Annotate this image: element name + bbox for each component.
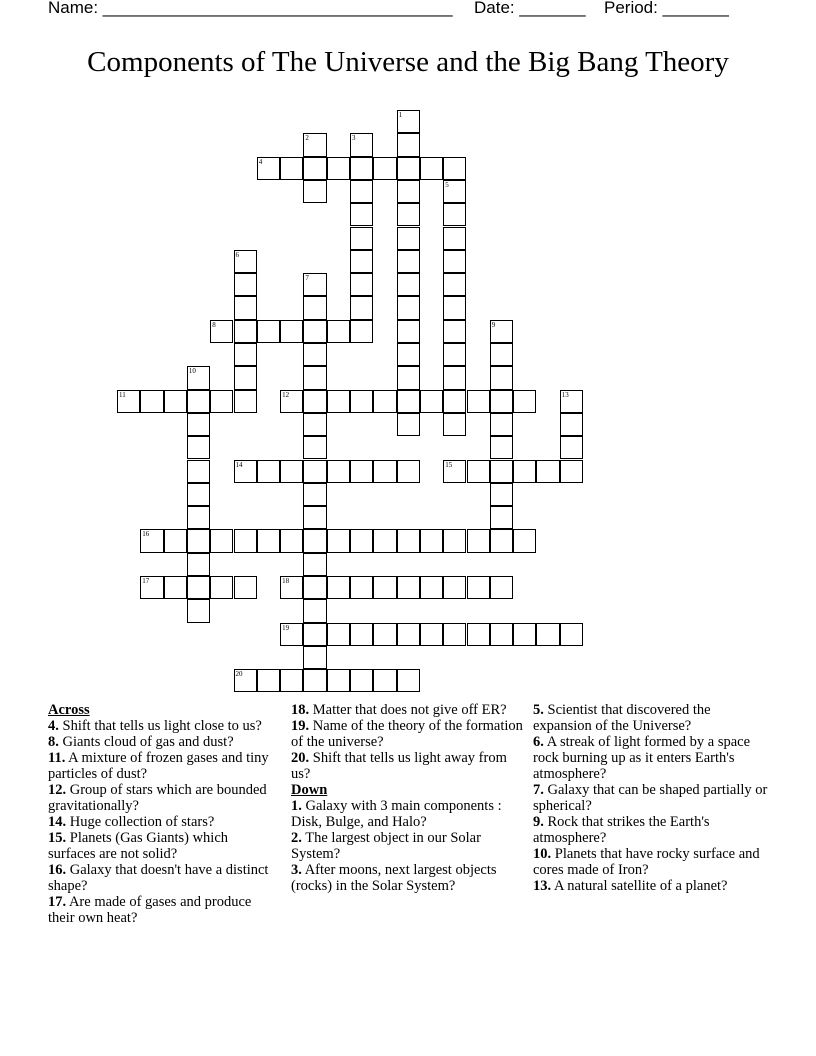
grid-cell[interactable]	[467, 390, 490, 413]
grid-cell[interactable]	[303, 483, 326, 506]
grid-cell[interactable]	[420, 157, 443, 180]
grid-cell[interactable]	[397, 203, 420, 226]
grid-cell[interactable]	[257, 320, 280, 343]
grid-cell[interactable]	[303, 623, 326, 646]
grid-cell[interactable]	[187, 553, 210, 576]
grid-cell[interactable]	[397, 273, 420, 296]
grid-cell[interactable]	[210, 576, 233, 599]
grid-cell[interactable]	[350, 623, 373, 646]
grid-cell[interactable]	[490, 436, 513, 459]
grid-cell[interactable]	[350, 669, 373, 692]
grid-cell[interactable]	[303, 460, 326, 483]
grid-cell[interactable]	[443, 296, 466, 319]
grid-cell[interactable]	[303, 320, 326, 343]
grid-cell[interactable]	[257, 529, 280, 552]
grid-cell[interactable]	[560, 390, 583, 413]
grid-cell[interactable]	[350, 157, 373, 180]
grid-cell[interactable]	[490, 529, 513, 552]
grid-cell[interactable]	[303, 296, 326, 319]
clue-number: 3	[352, 134, 356, 143]
clue-number: 7	[305, 274, 309, 283]
clue-number: 10	[188, 367, 196, 376]
grid-cell[interactable]	[397, 296, 420, 319]
grid-cell[interactable]	[327, 529, 350, 552]
grid-cell[interactable]	[373, 669, 396, 692]
grid-cell[interactable]	[140, 576, 163, 599]
grid-cell[interactable]	[490, 483, 513, 506]
grid-cell[interactable]	[443, 576, 466, 599]
grid-cell[interactable]	[490, 506, 513, 529]
grid-cell[interactable]	[513, 460, 536, 483]
grid-cell[interactable]	[303, 413, 326, 436]
grid-cell[interactable]	[443, 413, 466, 436]
grid-cell[interactable]	[420, 390, 443, 413]
grid-cell[interactable]	[397, 623, 420, 646]
clue-number: 5	[445, 180, 449, 189]
grid-cell[interactable]	[234, 343, 257, 366]
grid-cell[interactable]	[397, 390, 420, 413]
clue-across-14: 14. Huge collection of stars?	[48, 814, 215, 830]
grid-cell[interactable]	[467, 576, 490, 599]
clue-number: 1	[398, 111, 403, 119]
grid-cell[interactable]	[443, 529, 466, 552]
grid-cell[interactable]	[443, 460, 466, 483]
clue-across-17: 17. Are made of gases and produce their own heat?	[48, 894, 252, 926]
clue-down-3: 3. After moons, next largest objects (rocks) in the Solar System?	[291, 862, 497, 894]
grid-cell[interactable]	[303, 646, 326, 669]
grid-cell[interactable]	[443, 180, 466, 203]
clue-number: 20	[235, 670, 243, 679]
grid-cell[interactable]	[397, 250, 420, 273]
grid-cell[interactable]	[303, 366, 326, 389]
grid-cell[interactable]	[164, 390, 187, 413]
clue-number: 12	[282, 390, 290, 399]
grid-cell[interactable]	[303, 133, 326, 156]
grid-cell[interactable]	[490, 413, 513, 436]
clue-across-15: 15. Planets (Gas Giants) which surfaces are not solid?	[48, 830, 229, 862]
worksheet-header	[48, 0, 748, 20]
grid-cell[interactable]	[350, 320, 373, 343]
grid-cell[interactable]	[397, 366, 420, 389]
grid-cell[interactable]	[327, 390, 350, 413]
grid-cell[interactable]	[397, 133, 420, 156]
grid-cell[interactable]	[303, 273, 326, 296]
grid-cell[interactable]	[373, 529, 396, 552]
grid-cell[interactable]	[420, 529, 443, 552]
grid-cell[interactable]	[280, 390, 303, 413]
grid-cell[interactable]	[490, 390, 513, 413]
grid-cell[interactable]	[536, 623, 559, 646]
grid-cell[interactable]	[397, 227, 420, 250]
grid-cell[interactable]	[560, 413, 583, 436]
clue-across-16: 16. Galaxy that doesn't have a distinct shape?	[48, 862, 269, 894]
clue-down-2: 2. The largest object in our Solar System?	[291, 830, 481, 862]
grid-cell[interactable]	[443, 273, 466, 296]
clue-column-1	[48, 702, 270, 926]
clue-down-9: 9. Rock that strikes the Earth's atmosphere?	[533, 814, 710, 846]
grid-cell[interactable]	[373, 157, 396, 180]
grid-cell[interactable]	[443, 366, 466, 389]
clue-number: 4	[258, 157, 263, 166]
grid-cell[interactable]	[210, 529, 233, 552]
clue-down-7: 7. Galaxy that can be shaped partially or spherical?	[533, 782, 768, 814]
clue-down-13: 13. A natural satellite of a planet?	[533, 878, 728, 894]
grid-cell[interactable]	[234, 296, 257, 319]
grid-cell[interactable]	[187, 529, 210, 552]
grid-cell[interactable]	[350, 273, 373, 296]
grid-cell[interactable]	[234, 460, 257, 483]
grid-cell[interactable]	[443, 157, 466, 180]
grid-cell[interactable]	[303, 599, 326, 622]
period-field[interactable]: Period: _______	[604, 0, 729, 17]
grid-cell[interactable]	[234, 529, 257, 552]
grid-cell[interactable]	[234, 320, 257, 343]
grid-cell[interactable]	[234, 576, 257, 599]
grid-cell[interactable]	[303, 343, 326, 366]
grid-cell[interactable]	[490, 320, 513, 343]
grid-cell[interactable]	[210, 390, 233, 413]
grid-cell[interactable]	[560, 460, 583, 483]
clue-number: 2	[305, 134, 309, 143]
grid-cell[interactable]	[327, 669, 350, 692]
clue-number: 9	[491, 320, 496, 329]
grid-cell[interactable]	[397, 320, 420, 343]
clue-down-6: 6. A streak of light formed by a space rock burning up as it enters Earth's atmosphere?	[533, 734, 751, 782]
grid-cell[interactable]	[443, 203, 466, 226]
grid-cell[interactable]	[350, 296, 373, 319]
grid-cell[interactable]	[490, 366, 513, 389]
grid-cell[interactable]	[350, 390, 373, 413]
grid-cell[interactable]	[397, 110, 420, 133]
grid-cell[interactable]	[187, 390, 210, 413]
grid-cell[interactable]	[397, 413, 420, 436]
grid-cell[interactable]	[350, 203, 373, 226]
grid-cell[interactable]	[234, 273, 257, 296]
grid-cell[interactable]	[303, 390, 326, 413]
grid-cell[interactable]	[560, 623, 583, 646]
grid-cell[interactable]	[303, 553, 326, 576]
clue-number: 13	[561, 390, 569, 399]
grid-cell[interactable]	[397, 157, 420, 180]
grid-cell[interactable]	[234, 250, 257, 273]
grid-cell[interactable]	[303, 436, 326, 459]
grid-cell[interactable]	[513, 390, 536, 413]
grid-cell[interactable]	[397, 343, 420, 366]
grid-cell[interactable]	[187, 413, 210, 436]
grid-cell[interactable]	[467, 529, 490, 552]
grid-cell[interactable]	[560, 436, 583, 459]
grid-cell[interactable]	[327, 157, 350, 180]
grid-cell[interactable]	[234, 366, 257, 389]
grid-cell[interactable]	[373, 576, 396, 599]
clue-across-4: 4. Shift that tells us light close to us?	[48, 718, 262, 734]
clue-number: 14	[235, 460, 243, 469]
grid-cell[interactable]	[350, 227, 373, 250]
clue-down-1: 1. Galaxy with 3 main components : Disk, Bulge, and Halo?	[291, 798, 502, 830]
clue-across-18: 18. Matter that does not give off ER?	[291, 702, 507, 718]
grid-cell[interactable]	[536, 460, 559, 483]
grid-cell[interactable]	[187, 483, 210, 506]
grid-cell[interactable]	[280, 576, 303, 599]
grid-cell[interactable]	[513, 529, 536, 552]
grid-cell[interactable]	[117, 390, 140, 413]
grid-cell[interactable]	[257, 157, 280, 180]
grid-cell[interactable]	[327, 576, 350, 599]
grid-cell[interactable]	[467, 460, 490, 483]
clue-number: 6	[235, 250, 239, 259]
grid-cell[interactable]	[350, 250, 373, 273]
clue-column-2	[291, 702, 523, 894]
grid-cell[interactable]	[443, 390, 466, 413]
grid-cell[interactable]	[187, 460, 210, 483]
grid-cell[interactable]	[303, 157, 326, 180]
clue-number: 19	[282, 623, 290, 632]
grid-cell[interactable]	[210, 320, 233, 343]
clue-across-19: 19. Name of the theory of the formation of the universe?	[291, 718, 523, 750]
clue-across-8: 8. Giants cloud of gas and dust?	[48, 734, 234, 750]
down-heading: Down	[291, 782, 328, 798]
grid-cell[interactable]	[490, 576, 513, 599]
grid-cell[interactable]	[350, 576, 373, 599]
grid-cell[interactable]	[303, 180, 326, 203]
grid-cell[interactable]	[164, 529, 187, 552]
grid-cell[interactable]	[327, 623, 350, 646]
clue-down-5: 5. Scientist that discovered the expansion of the Universe?	[533, 702, 711, 734]
grid-cell[interactable]	[257, 460, 280, 483]
grid-cell[interactable]	[397, 529, 420, 552]
grid-cell[interactable]	[373, 460, 396, 483]
grid-cell[interactable]	[397, 180, 420, 203]
clue-down-10: 10. Planets that have rocky surface and cores made of Iron?	[533, 846, 760, 878]
grid-cell[interactable]	[187, 599, 210, 622]
grid-cell[interactable]	[397, 669, 420, 692]
grid-cell[interactable]	[187, 366, 210, 389]
grid-cell[interactable]	[327, 320, 350, 343]
grid-cell[interactable]	[280, 157, 303, 180]
grid-cell[interactable]	[443, 343, 466, 366]
grid-cell[interactable]	[350, 460, 373, 483]
grid-cell[interactable]	[490, 343, 513, 366]
grid-cell[interactable]	[443, 623, 466, 646]
grid-cell[interactable]	[234, 669, 257, 692]
grid-cell[interactable]	[373, 623, 396, 646]
grid-cell[interactable]	[187, 506, 210, 529]
grid-cell[interactable]	[140, 390, 163, 413]
grid-cell[interactable]	[373, 390, 396, 413]
clue-column-3	[533, 702, 768, 894]
clue-across-20: 20. Shift that tells us light away from us?	[291, 750, 507, 782]
across-heading: Across	[48, 702, 90, 718]
grid-cell[interactable]	[280, 669, 303, 692]
grid-cell[interactable]	[397, 460, 420, 483]
grid-cell[interactable]	[350, 180, 373, 203]
grid-cell[interactable]	[397, 576, 420, 599]
grid-cell[interactable]	[443, 320, 466, 343]
clue-number: 8	[212, 320, 216, 329]
date-field[interactable]: Date: _______	[474, 0, 586, 17]
clue-number: 11	[119, 390, 126, 399]
clue-number: 16	[142, 530, 150, 539]
grid-cell[interactable]	[234, 390, 257, 413]
grid-cell[interactable]	[350, 529, 373, 552]
grid-cell[interactable]	[420, 623, 443, 646]
grid-cell[interactable]	[280, 320, 303, 343]
grid-cell[interactable]	[187, 436, 210, 459]
grid-cell[interactable]	[303, 669, 326, 692]
page-title: Components of The Universe and the Big Bang Theory	[87, 46, 729, 78]
clue-number: 17	[142, 577, 150, 585]
grid-cell[interactable]	[280, 623, 303, 646]
grid-cell[interactable]	[303, 576, 326, 599]
grid-cell[interactable]	[280, 460, 303, 483]
grid-cell[interactable]	[467, 623, 490, 646]
clue-across-12: 12. Group of stars which are bounded gravitationally?	[48, 782, 267, 814]
grid-cell[interactable]	[443, 250, 466, 273]
grid-cell[interactable]	[327, 460, 350, 483]
clue-across-11: 11. A mixture of frozen gases and tiny particles of dust?	[48, 750, 269, 782]
grid-cell[interactable]	[280, 529, 303, 552]
grid-cell[interactable]	[420, 576, 443, 599]
name-field[interactable]: Name: _____________________________________	[48, 0, 453, 17]
grid-cell[interactable]	[303, 506, 326, 529]
grid-cell[interactable]	[513, 623, 536, 646]
grid-cell[interactable]	[443, 227, 466, 250]
grid-cell[interactable]	[303, 529, 326, 552]
grid-cell[interactable]	[164, 576, 187, 599]
grid-cell[interactable]	[187, 576, 210, 599]
grid-cell[interactable]	[490, 623, 513, 646]
clue-number: 18	[282, 577, 290, 585]
grid-cell[interactable]	[257, 669, 280, 692]
grid-cell[interactable]	[350, 133, 373, 156]
clue-number: 15	[445, 460, 453, 469]
grid-cell[interactable]	[490, 460, 513, 483]
grid-cell[interactable]	[140, 529, 163, 552]
